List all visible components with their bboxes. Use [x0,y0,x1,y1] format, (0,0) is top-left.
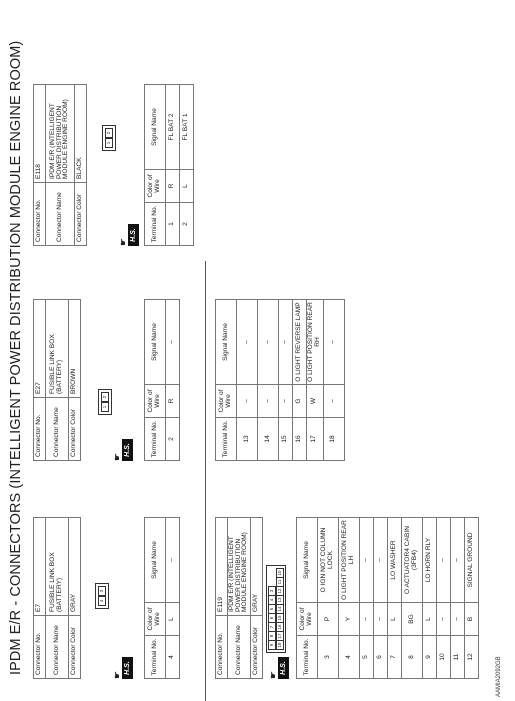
terminal-cell: 11 [451,636,465,679]
terminal-cell: 3 [318,636,339,679]
header-signal-name: Signal Name [297,518,318,603]
connector-pin: 9 [268,640,276,650]
signal-cell: – [323,300,344,385]
hs-label: H.S. [278,657,289,679]
connector-pin: 7 [268,622,276,632]
label-connector-name: Connector Name [46,398,69,461]
terminal-cell: 17 [307,418,324,461]
terminal-cell: 18 [323,418,344,461]
table-row [374,518,388,679]
connector-e7-info [33,517,81,679]
signal-cell: LO WASHER [388,518,402,603]
signal-cell: – [166,518,180,603]
header-signal-name: Signal Name [145,300,166,385]
connector-pin: 17 [276,631,284,641]
connector-face-box [95,583,109,609]
connector-e27-signal-table [144,299,180,461]
header-terminal-no: Terminal No. [145,636,166,679]
connector-pin: 11 [276,577,284,587]
label-connector-no: Connector No. [34,183,46,246]
connector-e7-face [95,583,109,609]
wire-cell: L [166,603,180,636]
signal-cell: FL BAT 2 [166,85,180,170]
table-row [293,300,307,461]
label-connector-no: Connector No. [216,616,228,679]
hs-label: H.S. [122,439,133,461]
hs-label: H.S. [122,657,133,679]
table-row [307,300,324,461]
connector-no-value: E118 [34,85,46,183]
page-title: IPDM E/R - CONNECTORS (INTELLIGENT POWER DISTRIBUTION MODULE ENGINE ROOM) [8,40,24,675]
wire-cell: – [258,385,279,418]
connector-pin: 15 [276,613,284,623]
figure-code: AAMIA2092GB [496,656,502,697]
connector-e119-face [266,565,286,653]
hs-icon [268,657,292,679]
header-terminal-no: Terminal No. [145,203,166,246]
terminal-cell: 14 [258,418,279,461]
terminal-cell: 15 [279,418,293,461]
wire-cell: – [360,603,374,636]
wire-cell: – [237,385,258,418]
label-connector-no: Connector No. [34,616,46,679]
wire-cell: L [388,603,402,636]
connector-name-value: IPDM E/R (INTELLIGENT POWER DISTRIBUTION MODULE ENGINE ROOM) [228,518,251,616]
connector-pin: 4 [98,596,106,606]
table-row [323,300,344,461]
terminal-cell: 2 [180,203,194,246]
label-connector-name: Connector Name [46,183,75,246]
label-connector-color: Connector Color [75,183,87,246]
signal-cell: FL BAT 1 [180,85,194,170]
wire-cell: L [180,170,194,203]
label-connector-name: Connector Name [46,616,69,679]
header-color-of-wire: Color of Wire [145,170,166,203]
wire-cell: BG [402,603,423,636]
hs-label: H.S. [128,224,139,246]
connector-color-value: GRAY [69,518,81,616]
label-connector-color: Connector Color [69,398,81,461]
table-row [451,518,465,679]
terminal-cell: 8 [402,636,423,679]
header-color-of-wire: Color of Wire [297,603,318,636]
connector-color-value: BLACK [75,85,87,183]
header-color-of-wire: Color of Wire [145,603,166,636]
signal-cell: O LIGHT POSITION REAR LH [339,518,360,603]
signal-cell: O IGN NOT COLUMN LOCK [318,518,339,603]
wire-cell: L [423,603,437,636]
table-row [237,300,258,461]
label-connector-name: Connector Name [228,616,251,679]
connector-e118-info [33,84,87,246]
signal-cell: O LIGHT POSITION REAR RH [307,300,324,385]
hand-icon: ☛ [268,670,278,679]
header-terminal-no: Terminal No. [145,418,166,461]
signal-cell: SIGNAL GROUND [465,518,479,603]
wire-cell: – [279,385,293,418]
hand-icon: ☛ [112,452,122,461]
table-row [339,518,360,679]
table-row [180,85,194,246]
table-row [166,85,180,246]
connector-e118-signal-table [144,84,194,246]
table-row [360,518,374,679]
header-terminal-no: Terminal No. [297,636,318,679]
table-row [465,518,479,679]
table-row [402,518,423,679]
table-row [388,518,402,679]
connector-e119-continued-table [215,299,345,461]
connector-pin: 2 [101,392,109,402]
terminal-cell: 5 [360,636,374,679]
signal-cell: – [258,300,279,385]
label-connector-color: Connector Color [69,616,81,679]
hand-icon: ☛ [112,670,122,679]
header-signal-name: Signal Name [216,300,237,385]
connector-no-value: E119 [216,518,228,616]
table-row [166,300,180,461]
connector-pin: 18 [276,640,284,650]
connector-e118-face [102,125,116,151]
wire-cell: – [374,603,388,636]
connector-name-value: IPDM E/R (INTELLIGENT POWER DISTRIBUTION MODULE ENGINE ROOM) [46,85,75,183]
wire-cell: – [323,385,344,418]
signal-cell: – [451,518,465,603]
connector-pin: 14 [276,604,284,614]
connector-color-value: GRAY [251,518,263,616]
terminal-cell: 10 [437,636,451,679]
connector-e27-face [98,389,112,415]
connector-e27-info [33,299,81,461]
connector-e7-signal-table [144,517,180,679]
connector-pin: 3 [98,586,106,596]
wire-cell: – [437,603,451,636]
signal-cell: – [374,518,388,603]
terminal-cell: 4 [166,636,180,679]
connector-name-value: FUSIBLE LINK BOX (BATTERY) [46,518,69,616]
hs-icon [112,439,136,461]
connector-face-box [102,125,116,151]
wire-cell: R [166,385,180,418]
terminal-cell: 12 [465,636,479,679]
wire-cell: P [318,603,339,636]
connector-no-value: E7 [34,518,46,616]
signal-cell: LO HORN RLY [423,518,437,603]
table-row [423,518,437,679]
connector-pin: 12 [276,586,284,596]
wire-cell: W [307,385,324,418]
terminal-cell: 1 [166,203,180,246]
connector-pin: 5 [268,604,276,614]
table-row [437,518,451,679]
signal-cell: O LIGHT REVERSE LAMP [293,300,307,385]
table-row [318,518,339,679]
signal-cell: – [437,518,451,603]
connector-pin: 1 [105,138,113,148]
connector-pin: 4 [268,595,276,605]
wire-cell: – [451,603,465,636]
hs-icon [112,657,136,679]
terminal-cell: 13 [237,418,258,461]
hs-icon [118,224,142,246]
connector-pin: 13 [276,595,284,605]
wire-cell: G [293,385,307,418]
header-color-of-wire: Color of Wire [216,385,237,418]
hand-icon: ☛ [118,237,128,246]
connector-e119-info [215,517,263,679]
terminal-cell: 6 [374,636,388,679]
header-terminal-no: Terminal No. [216,418,237,461]
terminal-cell: 16 [293,418,307,461]
connector-pin: 10 [276,568,284,578]
label-connector-color: Connector Color [251,616,263,679]
table-row [166,518,180,679]
signal-cell: – [279,300,293,385]
connector-pin: 16 [276,622,284,632]
terminal-cell: 9 [423,636,437,679]
section-divider [205,261,206,701]
signal-cell: – [166,300,180,385]
table-row [279,300,293,461]
signal-cell: – [237,300,258,385]
header-signal-name: Signal Name [145,85,166,170]
terminal-cell: 2 [166,418,180,461]
connector-face-box [98,389,112,415]
connector-pin: 8 [268,631,276,641]
header-signal-name: Signal Name [145,518,166,603]
connector-pin: 6 [268,613,276,623]
wire-cell: R [166,170,180,203]
header-color-of-wire: Color of Wire [145,385,166,418]
connector-pin: 1 [101,402,109,412]
signal-cell: – [360,518,374,603]
connector-no-value: E27 [34,300,46,398]
terminal-cell: 7 [388,636,402,679]
table-row [258,300,279,461]
terminal-cell: 4 [339,636,360,679]
signal-cell: O ACTUATOR4 CABIN (3FB4) [402,518,423,603]
connector-name-value: FUSIBLE LINK BOX (BATTERY) [46,300,69,398]
connector-e119-signal-table [296,517,479,679]
wire-cell: B [465,603,479,636]
connector-face-box [266,565,286,653]
label-connector-no: Connector No. [34,398,46,461]
connector-color-value: BROWN [69,300,81,398]
connector-pin: 3 [268,586,276,596]
connector-pin: 2 [105,128,113,138]
wire-cell: Y [339,603,360,636]
